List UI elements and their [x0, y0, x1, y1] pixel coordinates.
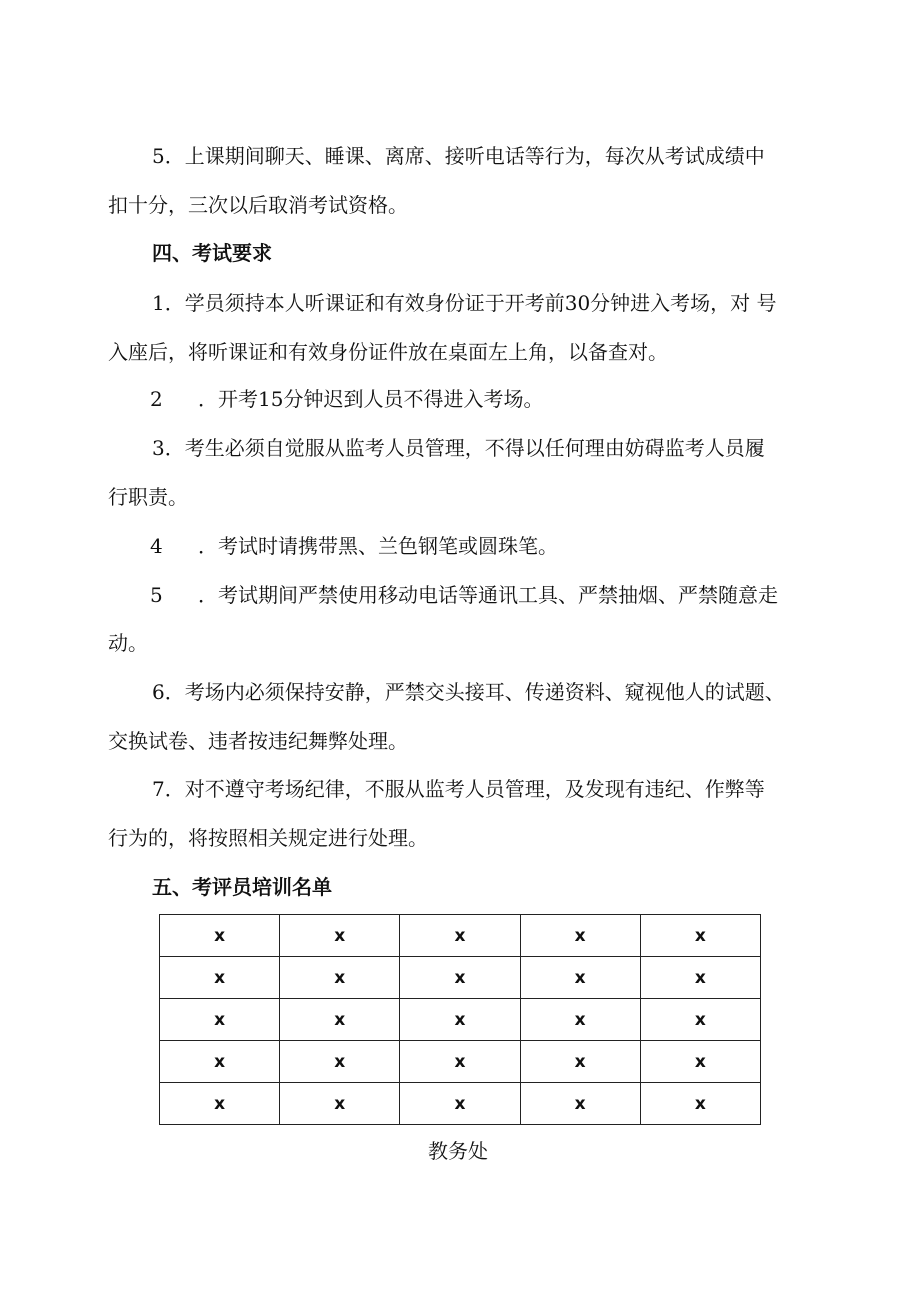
- table-cell: x: [280, 915, 400, 957]
- req6-line1: 6．考场内必须保持安静，严禁交头接耳、传递资料、窥视他人的试题、: [152, 680, 785, 704]
- rule5-line2: 扣十分，三次以后取消考试资格。: [108, 193, 408, 217]
- req5-number: 5: [150, 583, 163, 607]
- table-cell: x: [280, 1041, 400, 1083]
- table-row: [160, 999, 761, 1041]
- req4-text: ．考试时请携带黑、兰色钢笔或圆珠笔。: [198, 534, 558, 558]
- table-cell: x: [400, 1041, 520, 1083]
- req3-line2: 行职责。: [108, 485, 188, 509]
- req1-line2: 入座后，将听课证和有效身份证件放在桌面左上角，以备查对。: [108, 340, 668, 364]
- req3-line1: 3．考生必须自觉服从监考人员管理，不得以任何理由妨碍监考人员履: [152, 436, 765, 460]
- department-signature: 教务处: [428, 1139, 488, 1163]
- table-cell: x: [400, 999, 520, 1041]
- table-cell: x: [160, 1041, 280, 1083]
- table-cell: x: [520, 1083, 640, 1125]
- table-cell: x: [280, 1083, 400, 1125]
- req2-text: ．开考15分钟迟到人员不得进入考场。: [198, 387, 544, 411]
- req7-line1: 7．对不遵守考场纪律，不服从监考人员管理，及发现有违纪、作弊等: [152, 777, 765, 801]
- table-row: [160, 1083, 761, 1125]
- table-cell: x: [280, 999, 400, 1041]
- section5-heading: 五、考评员培训名单: [152, 875, 332, 899]
- req7-line2: 行为的，将按照相关规定进行处理。: [108, 826, 428, 850]
- rule5-line1: 5．上课期间聊天、睡课、离席、接听电话等行为，每次从考试成绩中: [152, 144, 765, 168]
- table-cell: x: [280, 957, 400, 999]
- table-cell: x: [160, 999, 280, 1041]
- table-cell: x: [520, 915, 640, 957]
- req5-line2: 动。: [108, 631, 148, 655]
- table-cell: x: [400, 1083, 520, 1125]
- table-cell: x: [520, 999, 640, 1041]
- req1-line1: 1．学员须持本人听课证和有效身份证于开考前30分钟进入考场，对 号: [152, 291, 777, 315]
- table-cell: x: [160, 915, 280, 957]
- table-cell: x: [640, 1083, 760, 1125]
- table-cell: x: [400, 915, 520, 957]
- table-row: [160, 1041, 761, 1083]
- req6-line2: 交换试卷、违者按违纪舞弊处理。: [108, 729, 408, 753]
- table-cell: x: [520, 1041, 640, 1083]
- table-row: [160, 915, 761, 957]
- table-cell: x: [640, 1041, 760, 1083]
- table-row: [160, 957, 761, 999]
- table-cell: x: [520, 957, 640, 999]
- req5-text: ．考试期间严禁使用移动电话等通讯工具、严禁抽烟、严禁随意走: [198, 583, 778, 607]
- examiner-roster-table: [159, 914, 761, 1125]
- section4-heading: 四、考试要求: [152, 241, 272, 265]
- table-cell: x: [640, 915, 760, 957]
- table-cell: x: [400, 957, 520, 999]
- table-cell: x: [160, 1083, 280, 1125]
- table-cell: x: [640, 999, 760, 1041]
- table-cell: x: [640, 957, 760, 999]
- req2-number: 2: [150, 387, 163, 411]
- req4-number: 4: [150, 534, 163, 558]
- table-cell: x: [160, 957, 280, 999]
